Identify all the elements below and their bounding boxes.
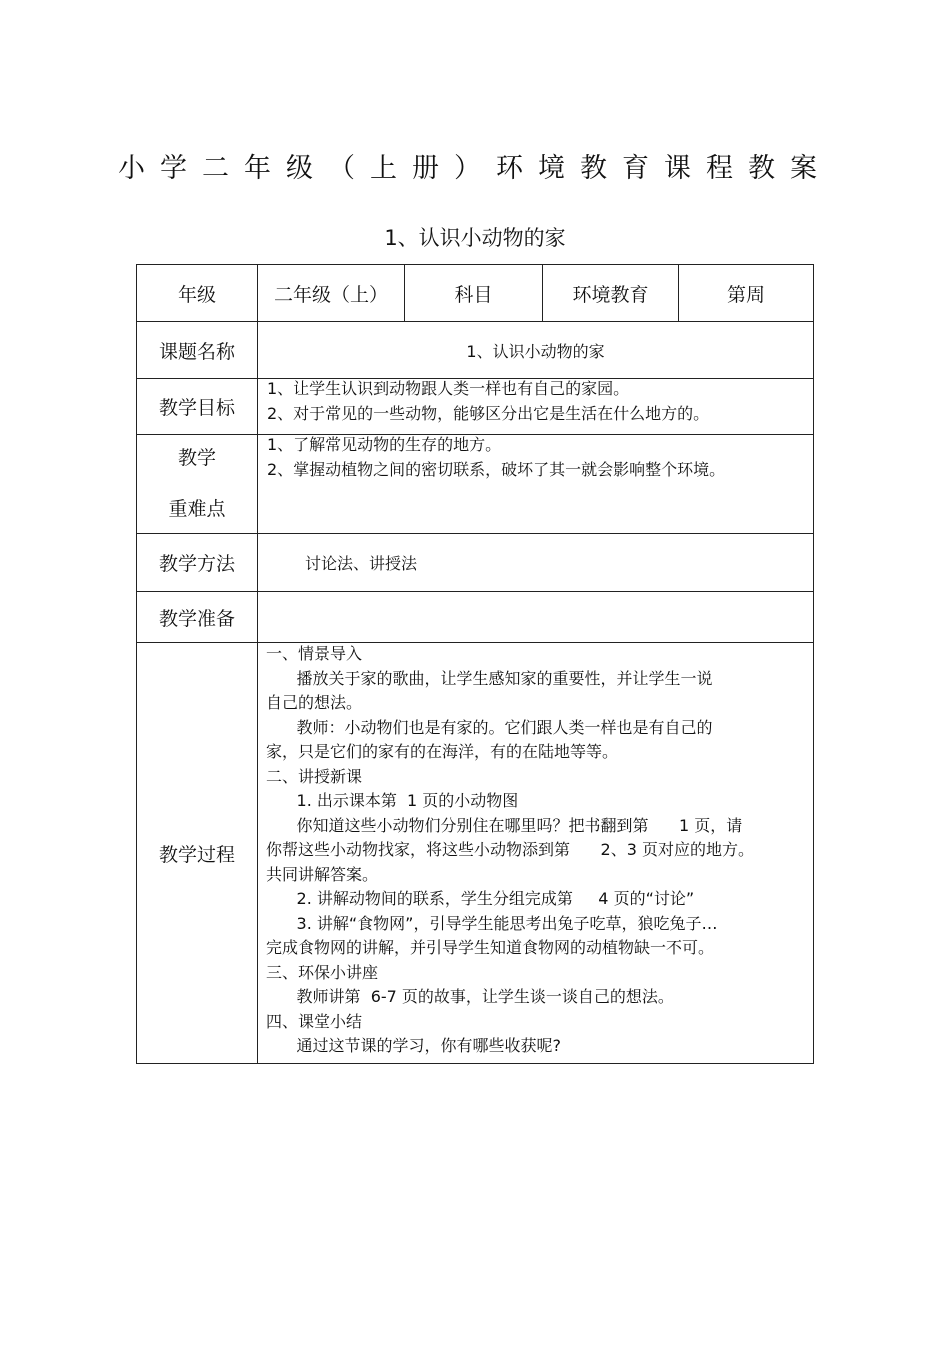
document-title: 小学二年级（上册）环境教育课程教案 [118,153,832,184]
preparation-label: 教学准备 [158,607,235,630]
method-label: 教学方法 [158,553,235,575]
topic-label: 课题名称 [158,340,235,363]
topic-value: 1、认识小动物的家 [466,341,605,361]
process-line: 三、环保小讲座 [266,962,379,982]
process-line: 3. 讲解“食物网”，引导学生能思考出兔子吃草，狼吃兔子… [266,913,718,933]
process-line: 完成食物网的讲解，并引导学生知道食物网的动植物缺一不可。 [266,938,715,957]
grade-value: 二年级（上） [273,283,388,306]
process-line: 自己的想法。 [266,693,363,712]
key-points-content [267,433,807,482]
method-value: 讨论法、讲授法 [305,554,418,573]
objective-item: 1、让学生认识到动物跟人类一样也有自己的家园。 [267,379,630,398]
process-line: 你帮这些小动物找家，将这些小动物添到第 2、3 页对应的地方。 [266,840,754,859]
key-points-label-line2: 重难点 [168,498,226,520]
process-line: 2. 讲解动物间的联系，学生分组完成第 4 页的“讨论” [266,889,695,908]
lesson-plan-table [136,264,814,1064]
process-label: 教学过程 [158,843,235,866]
process-line: 一、情景导入 [266,644,363,663]
process-line: 四、课堂小结 [266,1011,363,1031]
process-content [266,642,811,1059]
column-divider [257,265,258,1063]
week-label: 第周 [726,283,765,306]
objective-item: 2、对于常见的一些动物，能够区分出它是生活在什么地方的。 [267,403,710,423]
process-line: 1. 出示课本第 1 页的小动物图 [266,791,519,810]
process-line: 你知道这些小动物们分别住在哪里吗？把书翻到第 1 页，请 [266,815,743,835]
objectives-label: 教学目标 [158,397,235,419]
subject-value: 环境教育 [572,283,649,306]
process-line: 通过这节课的学习，你有哪些收获呢? [266,1036,562,1055]
key-points-label [137,435,257,533]
lesson-title: 1、认识小动物的家 [384,226,566,250]
process-line: 家，只是它们的家有的在海洋，有的在陆地等等。 [266,742,619,761]
key-point-item: 2、掌握动植物之间的密切联系，破坏了其一就会影响整个环境。 [267,459,726,479]
objectives-content [267,377,807,426]
process-line: 教师：小动物们也是有家的。它们跟人类一样也是有自己的 [266,717,713,737]
process-line: 共同讲解答案。 [266,864,379,884]
key-points-label-line1: 教学 [177,447,216,469]
process-line: 播放关于家的歌曲，让学生感知家的重要性，并让学生一说 [266,668,713,688]
process-line: 教师讲第 6-7 页的故事，让学生谈一谈自己的想法。 [266,987,674,1006]
key-point-item: 1、了解常见动物的生存的地方。 [267,435,502,454]
grade-label: 年级 [177,283,216,306]
subject-label: 科目 [454,283,493,306]
process-line: 二、讲授新课 [266,766,363,786]
